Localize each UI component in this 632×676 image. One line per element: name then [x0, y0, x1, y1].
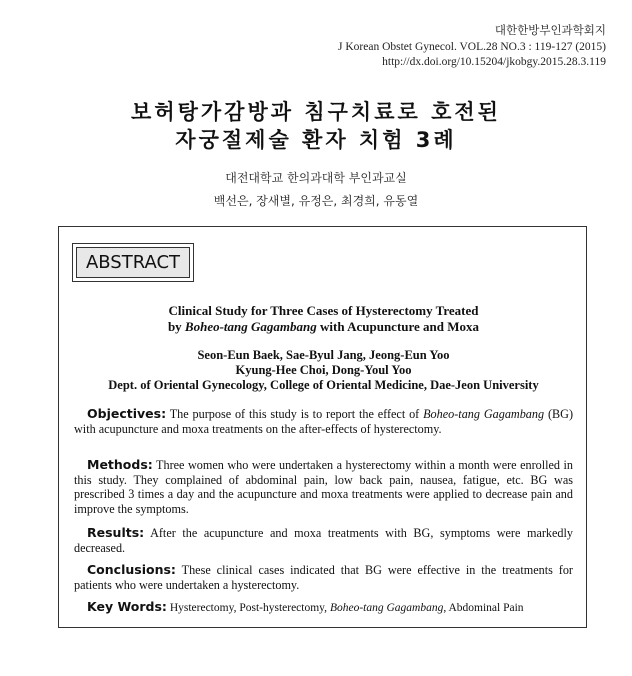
english-affiliation: Dept. of Oriental Gynecology, College of Oriental Medicine, Dae-Jeon University [108, 378, 539, 392]
objectives-paragraph [74, 407, 573, 436]
objectives-herb-name: Boheo-tang Gagambang [423, 407, 545, 421]
methods-label: Methods: [87, 457, 153, 472]
abstract-box [58, 226, 587, 628]
methods-paragraph [74, 458, 573, 516]
english-authors-line2: Kyung-Hee Choi, Dong-Youl Yoo [235, 363, 412, 377]
objectives-text-pre: The purpose of this study is to report the effect of [166, 407, 424, 421]
keywords-herb-name: Boheo-tang Gagambang [329, 602, 444, 614]
objectives-text-post: (BG) with acupuncture and moxa treatments on the after-effects of hysterectomy. [74, 407, 573, 436]
korean-affiliation: 대전대학교 한의과대학 부인과교실 [225, 171, 407, 185]
title-herb-name: Boheo-tang Gagambang [184, 319, 317, 334]
abstract-label [72, 243, 194, 282]
keywords-post: , Abdominal Pain [443, 602, 524, 614]
english-title-line2 [59, 319, 588, 335]
journal-citation: J Korean Obstet Gynecol. VOL.28 NO.3 : 119-127 (2015) [338, 41, 606, 53]
conclusions-label: Conclusions: [87, 562, 176, 577]
objectives-label: Objectives: [87, 406, 167, 421]
korean-title-line1: 보허탕가감방과 침구치료로 호전된 [131, 100, 501, 124]
keywords-line [87, 599, 577, 616]
results-text: After the acupuncture and moxa treatments with BG, symptoms were markedly decreased. [74, 526, 573, 555]
title-with: with Acupuncture and Moxa [316, 319, 480, 334]
doi-link[interactable]: http://dx.doi.org/10.15204/jkobgy.2015.28.3.119 [382, 56, 606, 68]
results-paragraph [74, 526, 573, 555]
journal-society: 대한한방부인과학회지 [494, 25, 606, 37]
title-by: by [167, 319, 185, 334]
conclusions-text: These clinical cases indicated that BG were effective in the treatments for patients who were undertaken a hysterectomy. [74, 563, 573, 592]
keywords-pre: Hysterectomy, Post-hysterectomy, [166, 602, 330, 614]
keywords-label: Key Words: [87, 599, 167, 614]
korean-title-line2: 자궁절제술 환자 치험 3례 [175, 128, 457, 152]
results-label: Results: [87, 525, 145, 540]
abstract-label-text: ABSTRACT [76, 247, 190, 278]
english-authors-line1: Seon-Eun Baek, Sae-Byul Jang, Jeong-Eun Yoo [197, 348, 450, 362]
conclusions-paragraph [74, 563, 573, 592]
methods-text: Three women who were undertaken a hysterectomy within a month were enrolled in this study. They complained of abdominal pain, low back pain, nausea, fatigue, etc. BG was prescribed 3 times a day and the acupuncture and moxa treatments were applied to decrease pain and improve the symptoms. [74, 458, 573, 516]
english-title-line1: Clinical Study for Three Cases of Hysterectomy Treated [168, 303, 479, 318]
korean-authors: 백선은, 장새별, 유정은, 최경희, 유동열 [213, 194, 419, 208]
